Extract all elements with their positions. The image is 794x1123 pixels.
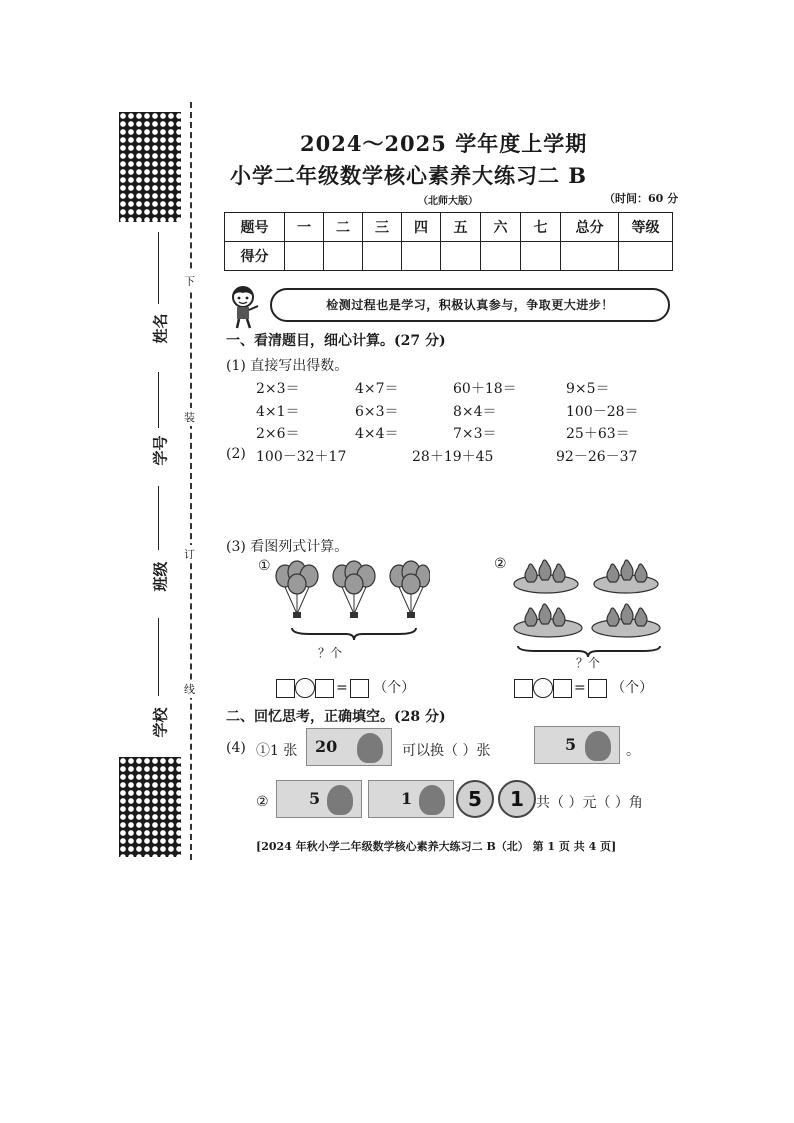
- student-id-label: 学号: [151, 435, 170, 466]
- question-4-2-text: 共（ ）元（ ）角: [536, 795, 643, 811]
- question-4-label: (4): [226, 740, 246, 756]
- pears-question: ？个: [576, 656, 601, 670]
- cut-char: 线: [184, 680, 195, 698]
- score-cell[interactable]: [402, 242, 441, 271]
- equation: 28＋19＋45: [412, 449, 494, 465]
- equation: 4×7＝: [355, 381, 399, 397]
- portrait-icon: [585, 731, 611, 761]
- banknote-value: 5: [565, 735, 577, 754]
- table-cell: 等级: [619, 213, 673, 242]
- section-1-title: 一、看清题目，细心计算。(27 分): [226, 333, 446, 349]
- equation: 25＋63＝: [566, 426, 630, 442]
- cut-line: [190, 102, 192, 860]
- score-cell[interactable]: [619, 242, 673, 271]
- equation: 2×6＝: [256, 426, 300, 442]
- table-cell: 六: [481, 213, 521, 242]
- score-cell[interactable]: [324, 242, 363, 271]
- unit-label: （个）: [373, 680, 416, 696]
- banknote-5-yuan: [276, 780, 362, 818]
- page-title-line2: 小学二年级数学核心素养大练习二 B: [230, 163, 588, 188]
- picture-2-number: ②: [494, 556, 507, 572]
- score-cell[interactable]: [521, 242, 561, 271]
- answer-equation-2: = （个）: [514, 677, 653, 698]
- operator-circle[interactable]: [533, 678, 553, 698]
- question-4-1-text-b: 可以换（ ）张: [402, 743, 491, 759]
- score-cell[interactable]: [441, 242, 481, 271]
- equation: 7×3＝: [453, 426, 497, 442]
- name-label: 姓名: [151, 313, 170, 344]
- banknote-value: 1: [401, 789, 413, 808]
- balloons-question: ？个: [318, 646, 343, 660]
- equation: 6×3＝: [355, 404, 399, 420]
- answer-box[interactable]: [514, 679, 533, 698]
- equation: 60＋18＝: [453, 381, 517, 397]
- equation: 8×4＝: [453, 404, 497, 420]
- question-4-2-number: ②: [256, 794, 269, 810]
- portrait-icon: [327, 785, 353, 815]
- period-mark: 。: [626, 743, 640, 759]
- question-4-1-text-a: ①1 张: [256, 743, 298, 759]
- part-1-title: (1) 直接写出得数。: [226, 358, 349, 374]
- equation: 100－28＝: [566, 404, 639, 420]
- cut-char: 下: [184, 272, 195, 290]
- school-label: 学校: [151, 707, 170, 738]
- time-label: （时间：60 分: [604, 192, 679, 205]
- dot-pattern-top: [119, 112, 181, 222]
- banknote-value: 5: [309, 789, 321, 808]
- equation: 4×4＝: [355, 426, 399, 442]
- coin-5-jiao: 5: [456, 780, 494, 818]
- answer-box[interactable]: [553, 679, 572, 698]
- school-blank: [158, 618, 159, 696]
- portrait-icon: [357, 733, 383, 763]
- equation: 100－32＋17: [256, 449, 347, 465]
- portrait-icon: [419, 785, 445, 815]
- page-footer: [2024 年秋小学二年级数学核心素养大练习二 B（北） 第 1 页 共 4 页]: [256, 840, 617, 853]
- answer-box[interactable]: [588, 679, 607, 698]
- table-cell: 得分: [225, 242, 285, 271]
- motto-banner: 检测过程也是学习，积极认真参与，争取更大进步！: [270, 288, 670, 322]
- answer-box[interactable]: [276, 679, 295, 698]
- banknote-value: 20: [315, 737, 338, 756]
- cartoon-student-icon: [226, 284, 260, 330]
- student-id-blank: [158, 372, 159, 428]
- operator-circle[interactable]: [295, 678, 315, 698]
- equation: 2×3＝: [256, 381, 300, 397]
- page-title-line1: 2024～2025 学年度上学期: [300, 131, 588, 156]
- score-cell[interactable]: [481, 242, 521, 271]
- cut-char: 订: [184, 545, 195, 563]
- table-cell: 总分: [561, 213, 619, 242]
- table-cell: 一: [285, 213, 324, 242]
- answer-equation-1: = （个）: [276, 677, 415, 698]
- banknote-5-yuan: [534, 726, 620, 764]
- table-cell: 四: [402, 213, 441, 242]
- score-cell[interactable]: [285, 242, 324, 271]
- coin-1-jiao: 1: [498, 780, 536, 818]
- edition-label: （北师大版）: [418, 196, 478, 207]
- table-cell: 题号: [225, 213, 285, 242]
- equation: 92－26－37: [556, 449, 638, 465]
- table-row: [225, 213, 673, 242]
- name-blank: [158, 232, 159, 304]
- table-cell: 三: [363, 213, 402, 242]
- equation: 4×1＝: [256, 404, 300, 420]
- unit-label: （个）: [611, 680, 654, 696]
- pears-illustration: [512, 556, 672, 660]
- answer-box[interactable]: [315, 679, 334, 698]
- table-cell: 七: [521, 213, 561, 242]
- table-cell: 五: [441, 213, 481, 242]
- class-blank: [158, 486, 159, 550]
- banknote-20-yuan: [306, 728, 392, 766]
- score-cell[interactable]: [363, 242, 402, 271]
- score-table: [224, 212, 673, 271]
- table-row: [225, 242, 673, 271]
- table-cell: 二: [324, 213, 363, 242]
- cut-char: 装: [184, 408, 195, 426]
- part-2-label: (2): [226, 446, 246, 462]
- answer-box[interactable]: [350, 679, 369, 698]
- section-2-title: 二、回忆思考，正确填空。(28 分): [226, 709, 446, 725]
- part-3-title: (3) 看图列式计算。: [226, 539, 349, 555]
- equation: 9×5＝: [566, 381, 610, 397]
- score-cell[interactable]: [561, 242, 619, 271]
- balloons-illustration: [270, 558, 430, 648]
- picture-1-number: ①: [258, 558, 271, 574]
- banknote-1-yuan: [368, 780, 454, 818]
- class-label: 班级: [151, 561, 170, 592]
- dot-pattern-bottom: [119, 757, 181, 857]
